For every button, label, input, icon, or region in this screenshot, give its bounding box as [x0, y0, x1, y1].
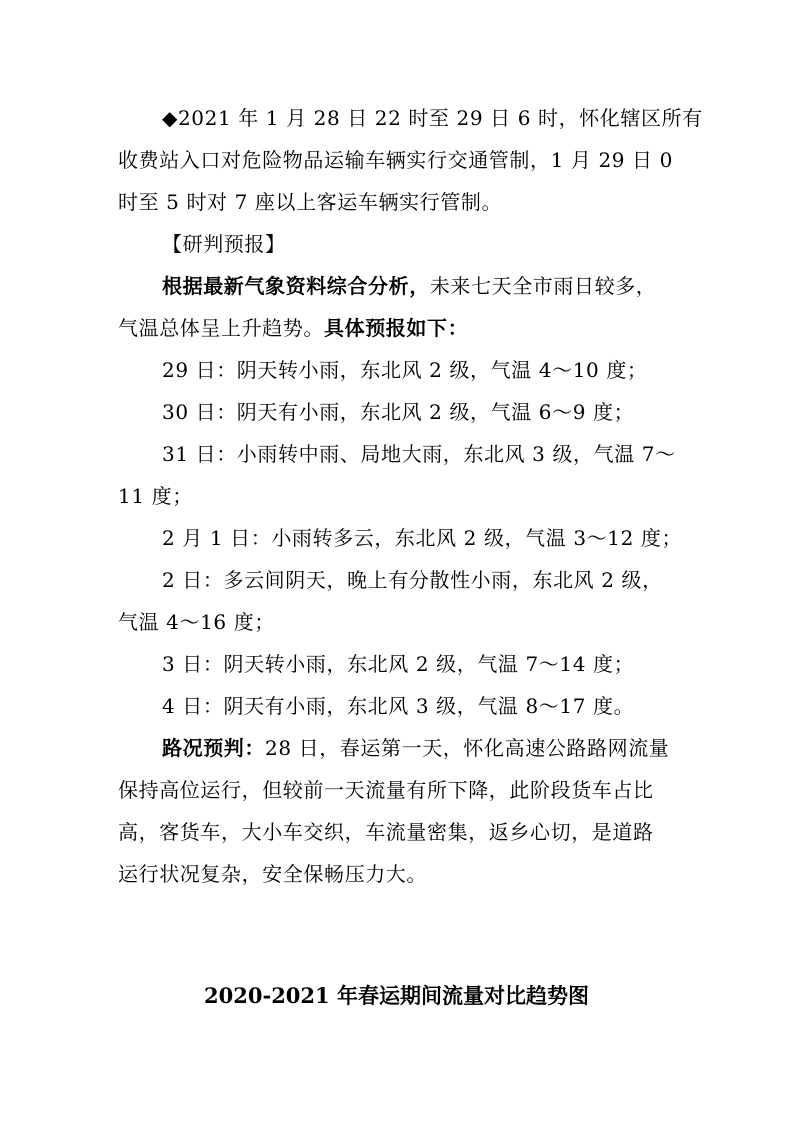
road-line-3: 高，客货车，大小车交织，车流量密集，返乡心切，是道路	[118, 820, 654, 844]
forecast-intro-bold: 根据最新气象资料综合分析，	[162, 274, 430, 298]
road-line-2: 保持高位运行，但较前一天流量有所下降，此阶段货车占比	[118, 778, 654, 802]
notice-line-3: 时至 5 时对 7 座以上客运车辆实行管制。	[118, 190, 503, 214]
forecast-day-feb-1: 2 月 1 日：小雨转多云，东北风 2 级，气温 3～12 度；	[162, 526, 683, 550]
forecast-day-feb-3: 3 日：阴天转小雨，东北风 2 级，气温 7～14 度；	[162, 652, 635, 676]
forecast-intro-line-1	[162, 274, 656, 298]
forecast-intro-rest: 未来七天全市雨日较多，	[429, 274, 657, 298]
forecast-day-31-cont: 11 度；	[118, 484, 193, 508]
forecast-day-feb-2: 2 日：多云间阴天，晚上有分散性小雨，东北风 2 级，	[162, 568, 663, 592]
forecast-intro-bold-2: 具体预报如下：	[324, 316, 469, 340]
forecast-day-feb-2-cont: 气温 4～16 度；	[118, 610, 275, 634]
forecast-day-feb-4: 4 日：阴天有小雨，东北风 3 级，气温 8～17 度。	[162, 694, 635, 718]
forecast-intro-plain: 气温总体呈上升趋势。	[118, 316, 324, 340]
forecast-intro-line-2	[118, 316, 468, 340]
road-line-4: 运行状况复杂，安全保畅压力大。	[118, 862, 427, 886]
road-text-1: 28 日，春运第一天，怀化高速公路路网流量	[265, 736, 670, 760]
road-line-1	[162, 736, 669, 760]
road-label: 路况预判：	[162, 736, 265, 760]
notice-line-2: 收费站入口对危险物品运输车辆实行交通管制，1 月 29 日 0	[118, 148, 673, 172]
forecast-day-30: 30 日：阴天有小雨，东北风 2 级，气温 6～9 度；	[162, 400, 635, 424]
forecast-day-29: 29 日：阴天转小雨，东北风 2 级，气温 4～10 度；	[162, 358, 648, 382]
chart-title: 2020-2021 年春运期间流量对比趋势图	[204, 983, 589, 1008]
notice-line-1: ◆2021 年 1 月 28 日 22 时至 29 日 6 时，怀化辖区所有	[162, 106, 703, 130]
section-heading: 【研判预报】	[162, 232, 286, 256]
forecast-day-31: 31 日：小雨转中雨、局地大雨，东北风 3 级，气温 7～	[162, 442, 676, 466]
